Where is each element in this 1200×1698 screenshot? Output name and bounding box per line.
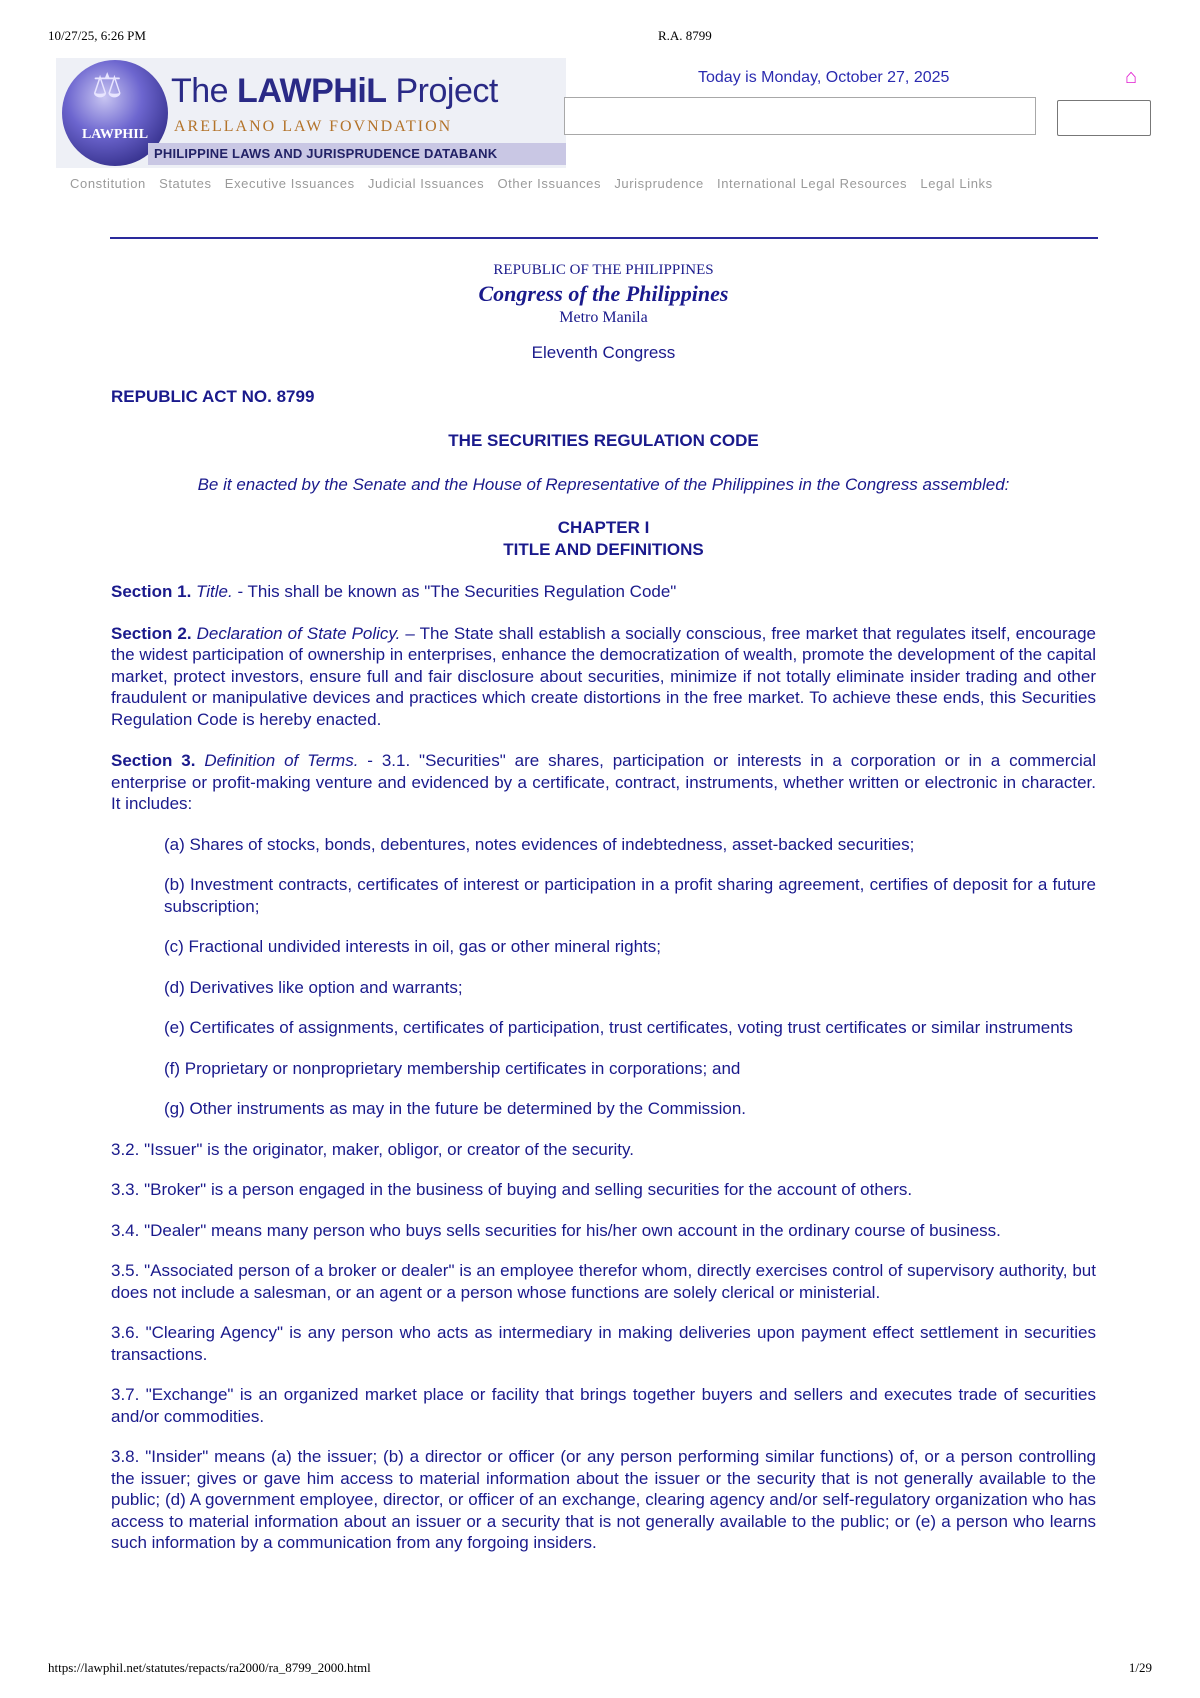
act-number: REPUBLIC ACT NO. 8799 xyxy=(111,387,315,406)
logo-foundation: ARELLANO LAW FOVNDATION xyxy=(174,118,453,135)
chapter-number: CHAPTER I xyxy=(557,518,650,537)
list-item: (a) Shares of stocks, bonds, debentures, notes evidences of indebtedness, asset-backed securities; xyxy=(164,834,915,854)
definitions-list xyxy=(111,1139,1096,1554)
enacting-clause: Be it enacted by the Senate and the House of Representative of the Philippines in the Congress assembled: xyxy=(197,475,1010,494)
definition: 3.7. "Exchange" is an organized market place or facility that brings together buyers and sellers and executes trade of securities and/or commodities. xyxy=(111,1385,1096,1426)
section-3: Section 3. Definition of Terms. - 3.1. "Securities" are shares, participation or interests in a corporation or in a commercial enterprise or profit-making venture and evidenced by a certificate, contract, instruments, whether written or electronic in character. It includes: xyxy=(111,751,1096,813)
list-item: (e) Certificates of assignments, certificates of participation, trust certificates, voting trust certificates or similar instruments xyxy=(164,1018,1073,1037)
list-item: (f) Proprietary or nonproprietary membership certificates in corporations; and xyxy=(164,1058,741,1078)
act-title: THE SECURITIES REGULATION CODE xyxy=(448,431,759,450)
logo-title: The LAWPHiL Project xyxy=(171,72,498,110)
congress-heading: Congress of the Philippines xyxy=(478,281,729,306)
nav-statutes[interactable]: Statutes xyxy=(159,176,212,191)
securities-list xyxy=(164,834,1096,1120)
definition: 3.3. "Broker" is a person engaged in the business of buying and selling securities for the account of others. xyxy=(111,1180,913,1199)
nav-jurisprudence[interactable]: Jurisprudence xyxy=(614,176,704,191)
scales-of-justice-icon: ⚖ xyxy=(92,68,123,105)
republic-heading: REPUBLIC OF THE PHILIPPINES xyxy=(493,262,714,278)
nav-legal-links[interactable]: Legal Links xyxy=(920,176,993,191)
definition: 3.4. "Dealer" means many person who buys sells securities for his/her own account in the ordinary course of business. xyxy=(111,1220,1001,1240)
definition: 3.2. "Issuer" is the originator, maker, obligor, or creator of the security. xyxy=(111,1139,634,1159)
definition: 3.6. "Clearing Agency" is any person who acts as intermediary in making deliveries upon payment effect settlement in securities transactions. xyxy=(111,1323,1096,1364)
page-number: 1/29 xyxy=(1128,1660,1152,1675)
list-item: (b) Investment contracts, certificates of interest or participation in a profit sharing agreement, certifies of deposit for a future subscription; xyxy=(164,875,1096,916)
nav-international-legal-resources[interactable]: International Legal Resources xyxy=(717,176,908,191)
location-heading: Metro Manila xyxy=(559,309,648,326)
nav-judicial-issuances[interactable]: Judicial Issuances xyxy=(367,176,485,191)
section-2: Section 2. Declaration of State Policy. – The State shall establish a socially conscious, free market that regulates itself, encourage the widest participation of ownership in enterprises, enhance the democratization of wealth, promote the development of the capital market, protect investors, ensure full and fair disclosure about securities, minimize if not totally eliminate insider trading and other fraudulent or manipulative devices and practices which create distortions in the free market. To achieve these ends, this Securities Regulation Code is hereby enacted. xyxy=(111,623,1096,729)
chapter-title: TITLE AND DEFINITIONS xyxy=(503,540,704,559)
home-icon[interactable]: ⌂ xyxy=(1124,66,1138,88)
today-date: Today is Monday, October 27, 2025 xyxy=(698,69,950,86)
list-item: (c) Fractional undivided interests in oil, gas or other mineral rights; xyxy=(164,937,661,956)
nav-executive-issuances[interactable]: Executive Issuances xyxy=(224,176,355,191)
header-divider xyxy=(110,237,1098,239)
list-item: (g) Other instruments as may in the future be determined by the Commission. xyxy=(164,1099,747,1118)
nav-other-issuances[interactable]: Other Issuances xyxy=(497,176,602,191)
session-heading: Eleventh Congress xyxy=(531,343,676,362)
seal-text: LAWPHIL xyxy=(81,127,149,142)
chapter-heading xyxy=(111,517,1096,561)
document-body xyxy=(111,262,1096,1554)
print-header xyxy=(48,28,1152,46)
logo-databank: PHILIPPINE LAWS AND JURISPRUDENCE DATABANK xyxy=(148,143,566,165)
main-nav xyxy=(70,176,1002,191)
search-button[interactable] xyxy=(1057,100,1151,136)
nav-constitution[interactable]: Constitution xyxy=(70,176,146,191)
print-footer xyxy=(48,1660,1152,1678)
search-input[interactable] xyxy=(564,97,1036,135)
lawphil-logo[interactable] xyxy=(56,58,566,168)
definition: 3.5. "Associated person of a broker or dealer" is an employee therefor whom, directly exercises control of supervisory authority, but does not include a salesman, or an agent or a person whose functions are solely clerical or ministerial. xyxy=(111,1261,1096,1302)
print-datetime: 10/27/25, 6:26 PM xyxy=(48,28,146,43)
definition: 3.8. "Insider" means (a) the issuer; (b) a director or officer (or any person performing similar functions) of, or a person controlling the issuer; gives or gave him access to material information about the issuer or the security that is not generally available to the public; (d) A government employee, director, or officer of an exchange, clearing agency and/or self-regulatory organization who has access to material information about an issuer or a security that is not generally available to the public; or (e) a person who learns such information by a communication from any forgoing insiders. xyxy=(111,1447,1096,1552)
section-1: Section 1. Title. - This shall be known as "The Securities Regulation Code" xyxy=(111,582,677,601)
print-doc-title: R.A. 8799 xyxy=(658,28,712,43)
list-item: (d) Derivatives like option and warrants; xyxy=(164,977,463,997)
print-url: https://lawphil.net/statutes/repacts/ra2000/ra_8799_2000.html xyxy=(48,1660,371,1675)
